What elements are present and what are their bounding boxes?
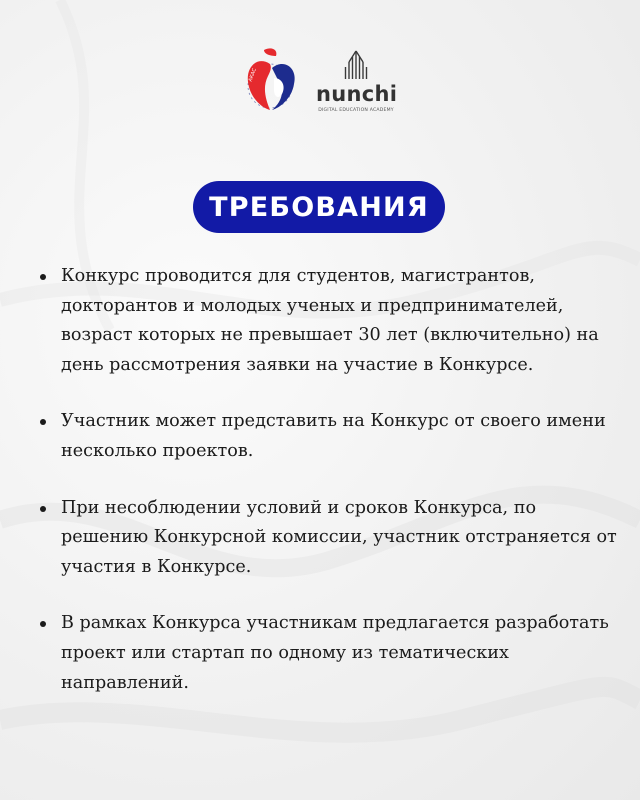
nunchi-logo bbox=[316, 48, 396, 118]
list-item-text: В рамках Конкурса участникам предлагается разработать проект или стартап по одному из тематических направлений. bbox=[61, 613, 609, 693]
requirements-list bbox=[30, 262, 620, 725]
bullet-icon bbox=[40, 274, 46, 280]
nunchi-tower-icon bbox=[316, 48, 396, 82]
list-item bbox=[30, 262, 620, 380]
nunchi-tagline: DIGITAL EDUCATION ACADEMY bbox=[318, 108, 394, 113]
bullet-icon bbox=[40, 419, 46, 425]
list-item-text: Участник может представить на Конкурс от своего имени несколько проектов. bbox=[61, 411, 606, 461]
list-item-text: При несоблюдении условий и сроков Конкурса, по решению Конкурсной комиссии, участник отстраняется от участия в Конкурсе. bbox=[61, 497, 617, 577]
logo-area bbox=[0, 44, 640, 124]
list-item bbox=[30, 494, 620, 583]
apple-heart-emblem-icon bbox=[244, 44, 300, 120]
bullet-icon bbox=[40, 621, 46, 627]
nunchi-name: nunchi bbox=[316, 82, 398, 106]
list-item-text: Конкурс проводится для студентов, магистрантов, докторантов и молодых ученых и предпринимателей, возраст которых не превышает 30 лет (включительно) на день рассмотрения заявки на участие в Конкурсе. bbox=[61, 266, 599, 375]
emblem-ring-text: АКАС bbox=[247, 67, 258, 83]
page-title: ТРЕБОВАНИЯ bbox=[209, 191, 429, 223]
title-badge bbox=[193, 181, 445, 233]
bullet-icon bbox=[40, 506, 46, 512]
list-item bbox=[30, 407, 620, 466]
list-item bbox=[30, 609, 620, 698]
